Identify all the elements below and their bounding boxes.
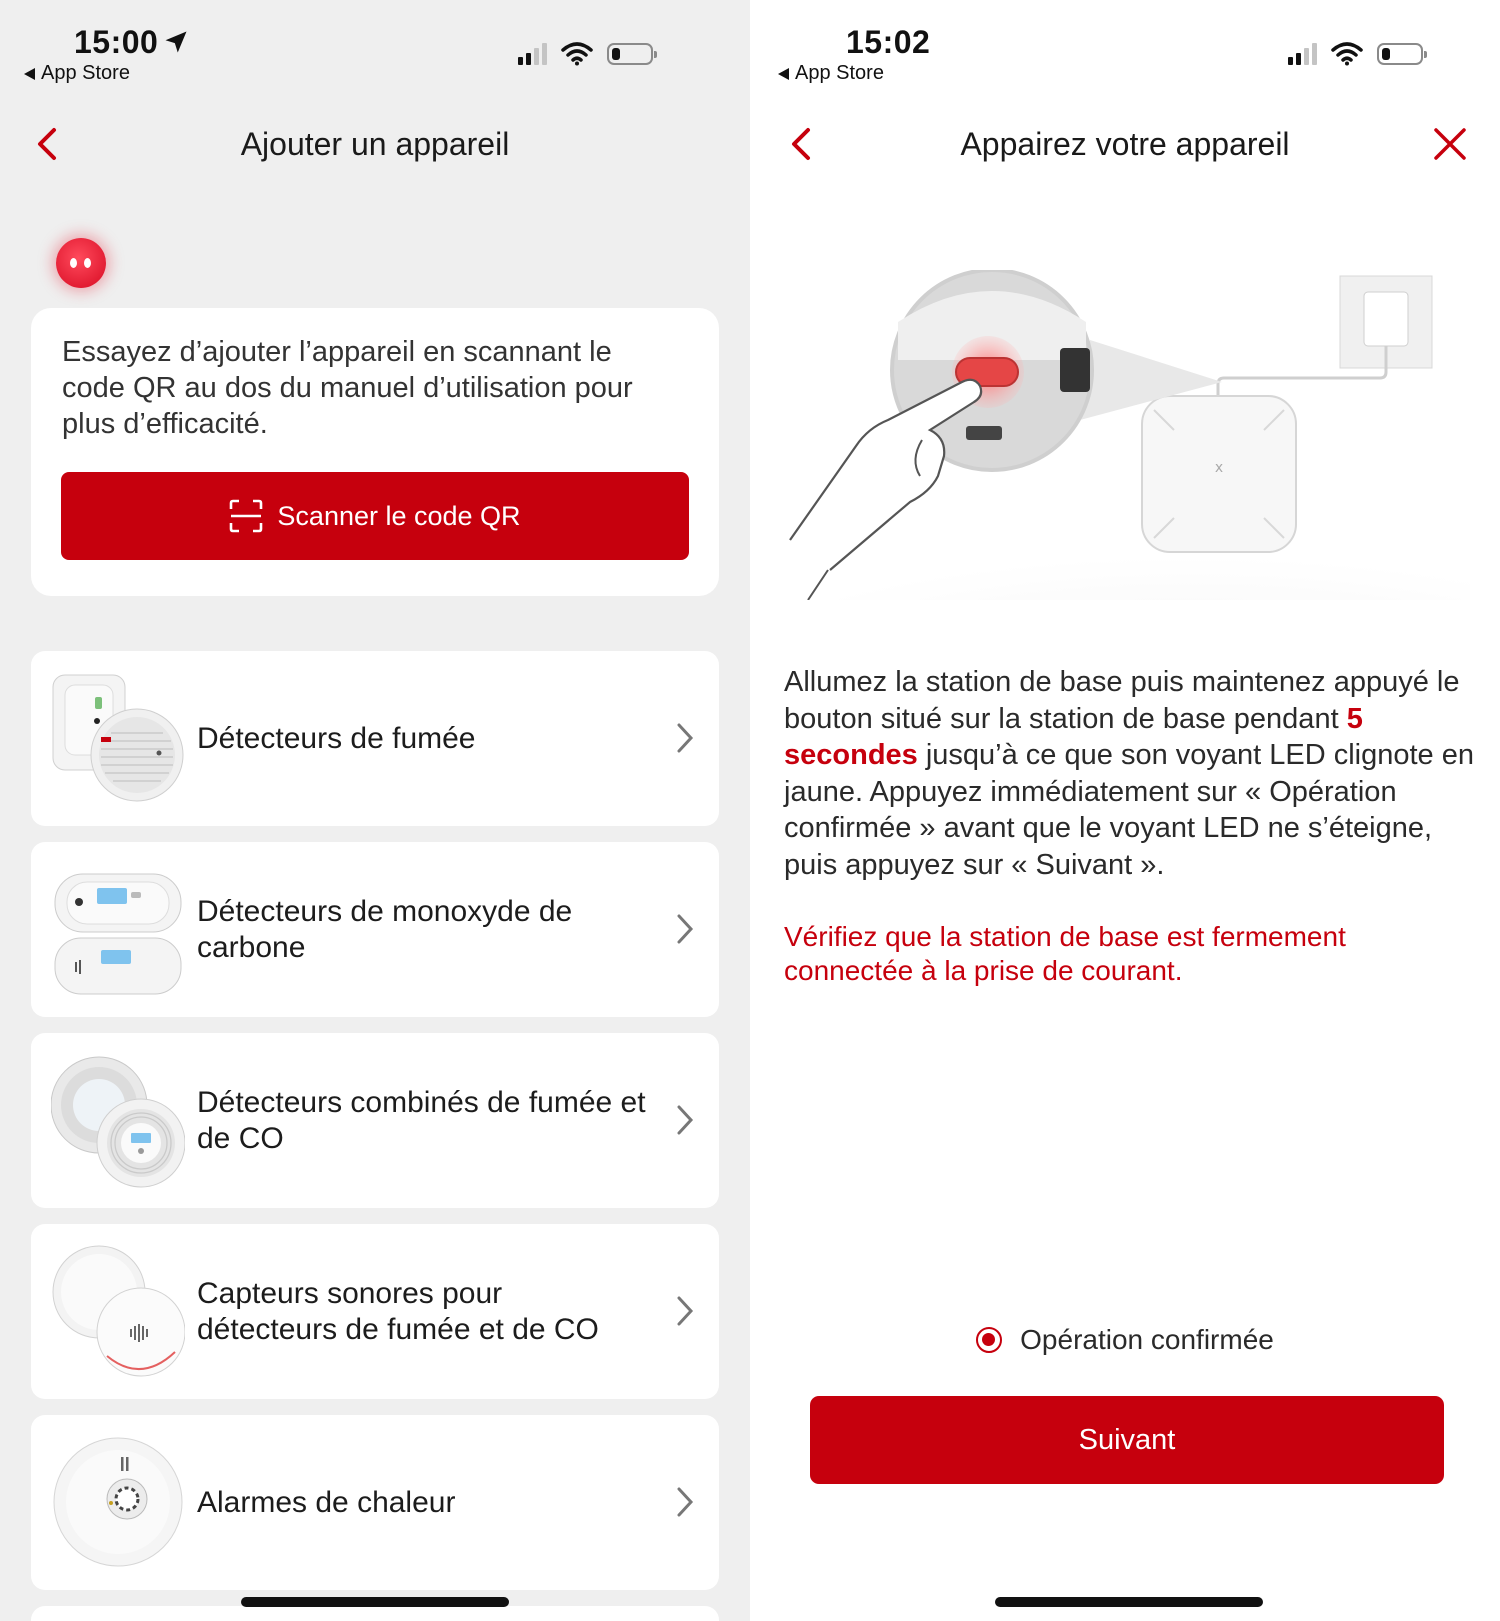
back-app-label: App Store <box>795 62 884 84</box>
status-icons <box>518 42 653 66</box>
device-category-partial[interactable] <box>31 1606 719 1621</box>
status-icons <box>1288 42 1423 66</box>
status-bar <box>750 20 1500 90</box>
location-arrow-icon <box>162 28 190 56</box>
radio-selected-icon <box>976 1327 1002 1353</box>
heat-alarm-image <box>51 1435 185 1570</box>
pair-device-screen <box>750 0 1500 1621</box>
confirm-label: Opération confirmée <box>1020 1324 1274 1355</box>
operation-confirmed-radio[interactable] <box>750 1324 1500 1356</box>
chevron-right-icon <box>675 721 695 755</box>
signal-icon <box>1288 43 1317 65</box>
back-app-label: App Store <box>41 62 130 84</box>
battery-icon <box>607 43 653 65</box>
device-label: Détecteurs de fumée <box>197 721 476 755</box>
page-title: Ajouter un appareil <box>240 126 510 162</box>
chevron-right-icon <box>675 1485 695 1519</box>
back-to-app-store[interactable] <box>778 62 884 85</box>
next-button[interactable]: Suivant <box>810 1396 1444 1484</box>
device-label: Alarmes de chaleur <box>197 1485 456 1519</box>
sound-sensor-image <box>51 1244 185 1379</box>
back-triangle-icon <box>24 68 35 80</box>
status-time: 15:00 <box>74 24 159 60</box>
chevron-right-icon <box>675 1103 695 1137</box>
signal-icon <box>518 43 547 65</box>
chevron-right-icon <box>675 912 695 946</box>
scan-qr-label: Scanner le code QR <box>277 500 521 531</box>
smoke-detector-image <box>51 671 185 806</box>
page-title: Appairez votre appareil <box>960 126 1290 162</box>
device-category-co[interactable] <box>31 842 719 1017</box>
wifi-icon <box>561 42 593 66</box>
device-label: Détecteurs combinés de fumée et de CO <box>197 1085 646 1155</box>
wifi-icon <box>1331 42 1363 66</box>
qr-card <box>31 308 719 596</box>
back-triangle-icon <box>778 68 789 80</box>
connection-warning: Vérifiez que la station de base est fermement connectée à la prise de courant. <box>784 921 1346 986</box>
device-category-heat-alarm[interactable] <box>31 1415 719 1590</box>
chevron-right-icon <box>675 1294 695 1328</box>
status-time: 15:02 <box>846 24 931 60</box>
assistant-robot-icon <box>56 238 106 288</box>
qr-hint-text: Essayez d’ajouter l’appareil en scannant le code QR au dos du manuel d’utilisation pour plus d’efficacité. <box>62 336 633 440</box>
instructions-part1: Allumez la station de base puis maintenez appuyé le bouton situé sur la station de base pendant <box>784 666 1460 735</box>
qr-scan-icon <box>229 499 263 533</box>
pairing-illustration <box>770 270 1470 600</box>
combined-detector-image <box>51 1053 185 1188</box>
pairing-instructions <box>784 664 1474 883</box>
svg-text:x: x <box>1214 460 1224 476</box>
device-label: Détecteurs de monoxyde de carbone <box>197 894 573 964</box>
instructions-highlight: 5 secondes <box>784 702 1363 771</box>
scan-qr-button[interactable] <box>61 472 689 560</box>
status-bar <box>0 20 750 90</box>
device-category-sound-sensor[interactable] <box>31 1224 719 1399</box>
close-icon[interactable] <box>1430 124 1470 164</box>
home-indicator[interactable] <box>995 1597 1263 1607</box>
instructions-part2: jusqu’à ce que son voyant LED clignote en jaune. Appuyez immédiatement sur « Opération confirmée » avant que le voyant LED ne s’éteigne, puis appuyez sur « Suivant ». <box>784 739 1474 881</box>
nav-bar <box>750 110 1500 180</box>
device-label: Capteurs sonores pour détecteurs de fumée et de CO <box>197 1276 599 1346</box>
home-indicator[interactable] <box>241 1597 509 1607</box>
device-category-list <box>31 651 719 1621</box>
device-category-smoke[interactable] <box>31 651 719 826</box>
back-to-app-store[interactable] <box>24 62 130 85</box>
battery-icon <box>1377 43 1423 65</box>
nav-bar <box>0 110 750 180</box>
co-detector-image <box>51 862 185 997</box>
device-category-combined[interactable] <box>31 1033 719 1208</box>
